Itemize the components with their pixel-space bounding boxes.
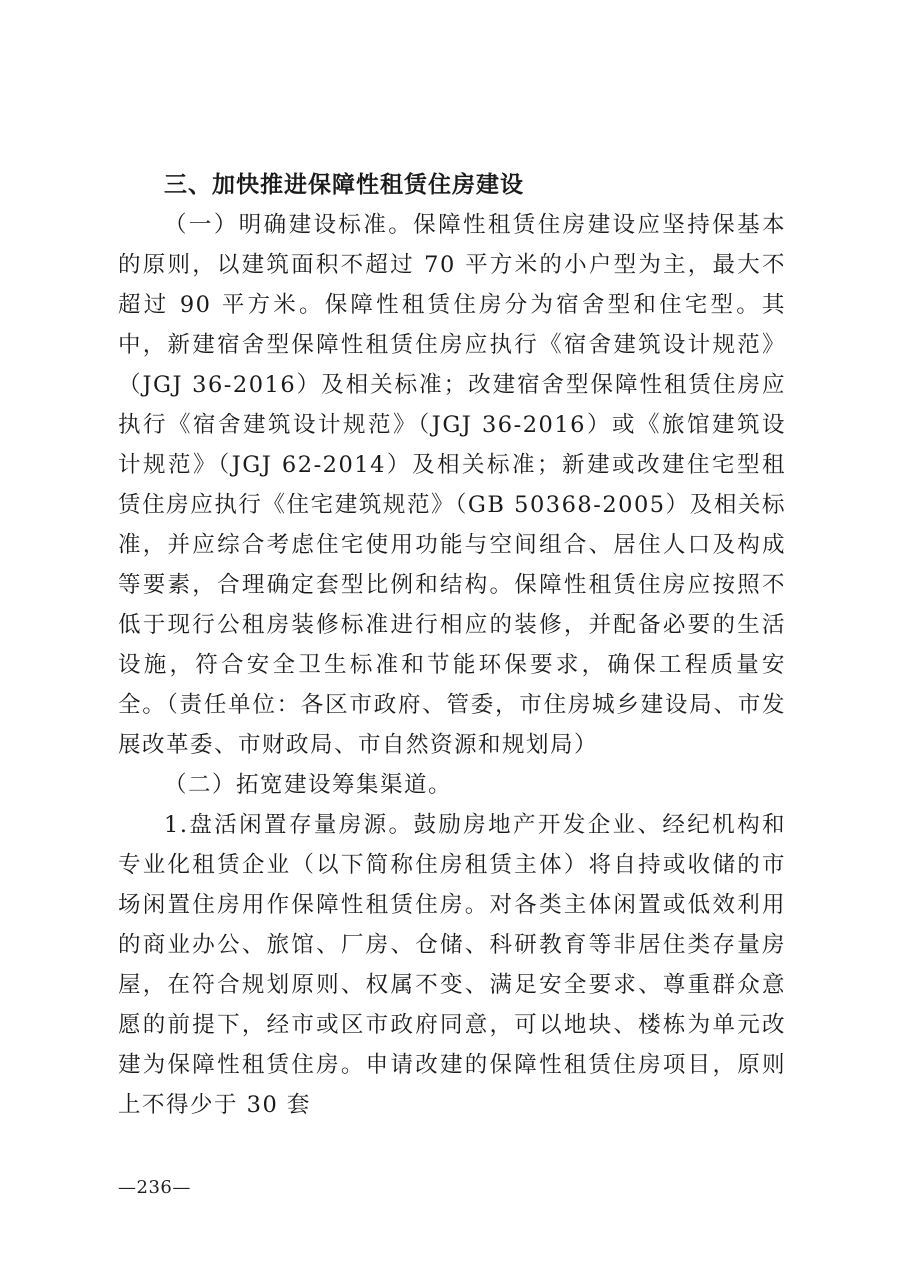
paragraph-idle-housing: 1.盘活闲置存量房源。鼓励房地产开发企业、经纪机构和专业化租赁企业（以下简称住房租赁主体）将自持或收储的市场闲置住房用作保障性租赁住房。对各类主体闲置或低效利用的商业办公、旅馆、厂房、仓储、科研教育等非居住类存量房屋，在符合规划原则、权属不变、满足安全要求、尊重群众意愿的前提下，经市或区市政府同意，可以地块、楼栋为单元改建为保障性租赁住房。申请改建的保障性租赁住房项目，原则上不得少于 30 套: [118, 812, 786, 1118]
paragraph-construction-standards: （一）明确建设标准。保障性租赁住房建设应坚持保基本的原则，以建筑面积不超过 70 平方米的小户型为主，最大不超过 90 平方米。保障性租赁住房分为宿舍型和住宅型。其中，新建宿舍型保障性租赁住房应执行《宿舍建筑设计规范》（JGJ 36-2016）及相关标准；改建宿舍型保障性租赁住房应执行《宿舍建筑设计规范》（JGJ 36-2016）或《旅馆建筑设计规范》（JGJ 62-2014）及相关标准；新建或改建住宅型租赁住房应执行《住宅建筑规范》（GB 50368-2005）及相关标准，并应综合考虑住宅使用功能与空间组合、居住人口及构成等要素，合理确定套型比例和结构。保障性租赁住房应按照不低于现行公租房装修标准进行相应的装修，并配备必要的生活设施，符合安全卫生标准和节能环保要求，确保工程质量安全。（责任单位：各区市政府、管委，市住房城乡建设局、市发展改革委、市财政局、市自然资源和规划局）: [118, 212, 786, 758]
section-heading: 三、加快推进保障性租赁住房建设: [164, 172, 524, 198]
document-body: [118, 165, 786, 1125]
subsection-heading-channels: （二）拓宽建设筹集渠道。: [164, 772, 453, 798]
page-number: —236—: [118, 1177, 191, 1198]
